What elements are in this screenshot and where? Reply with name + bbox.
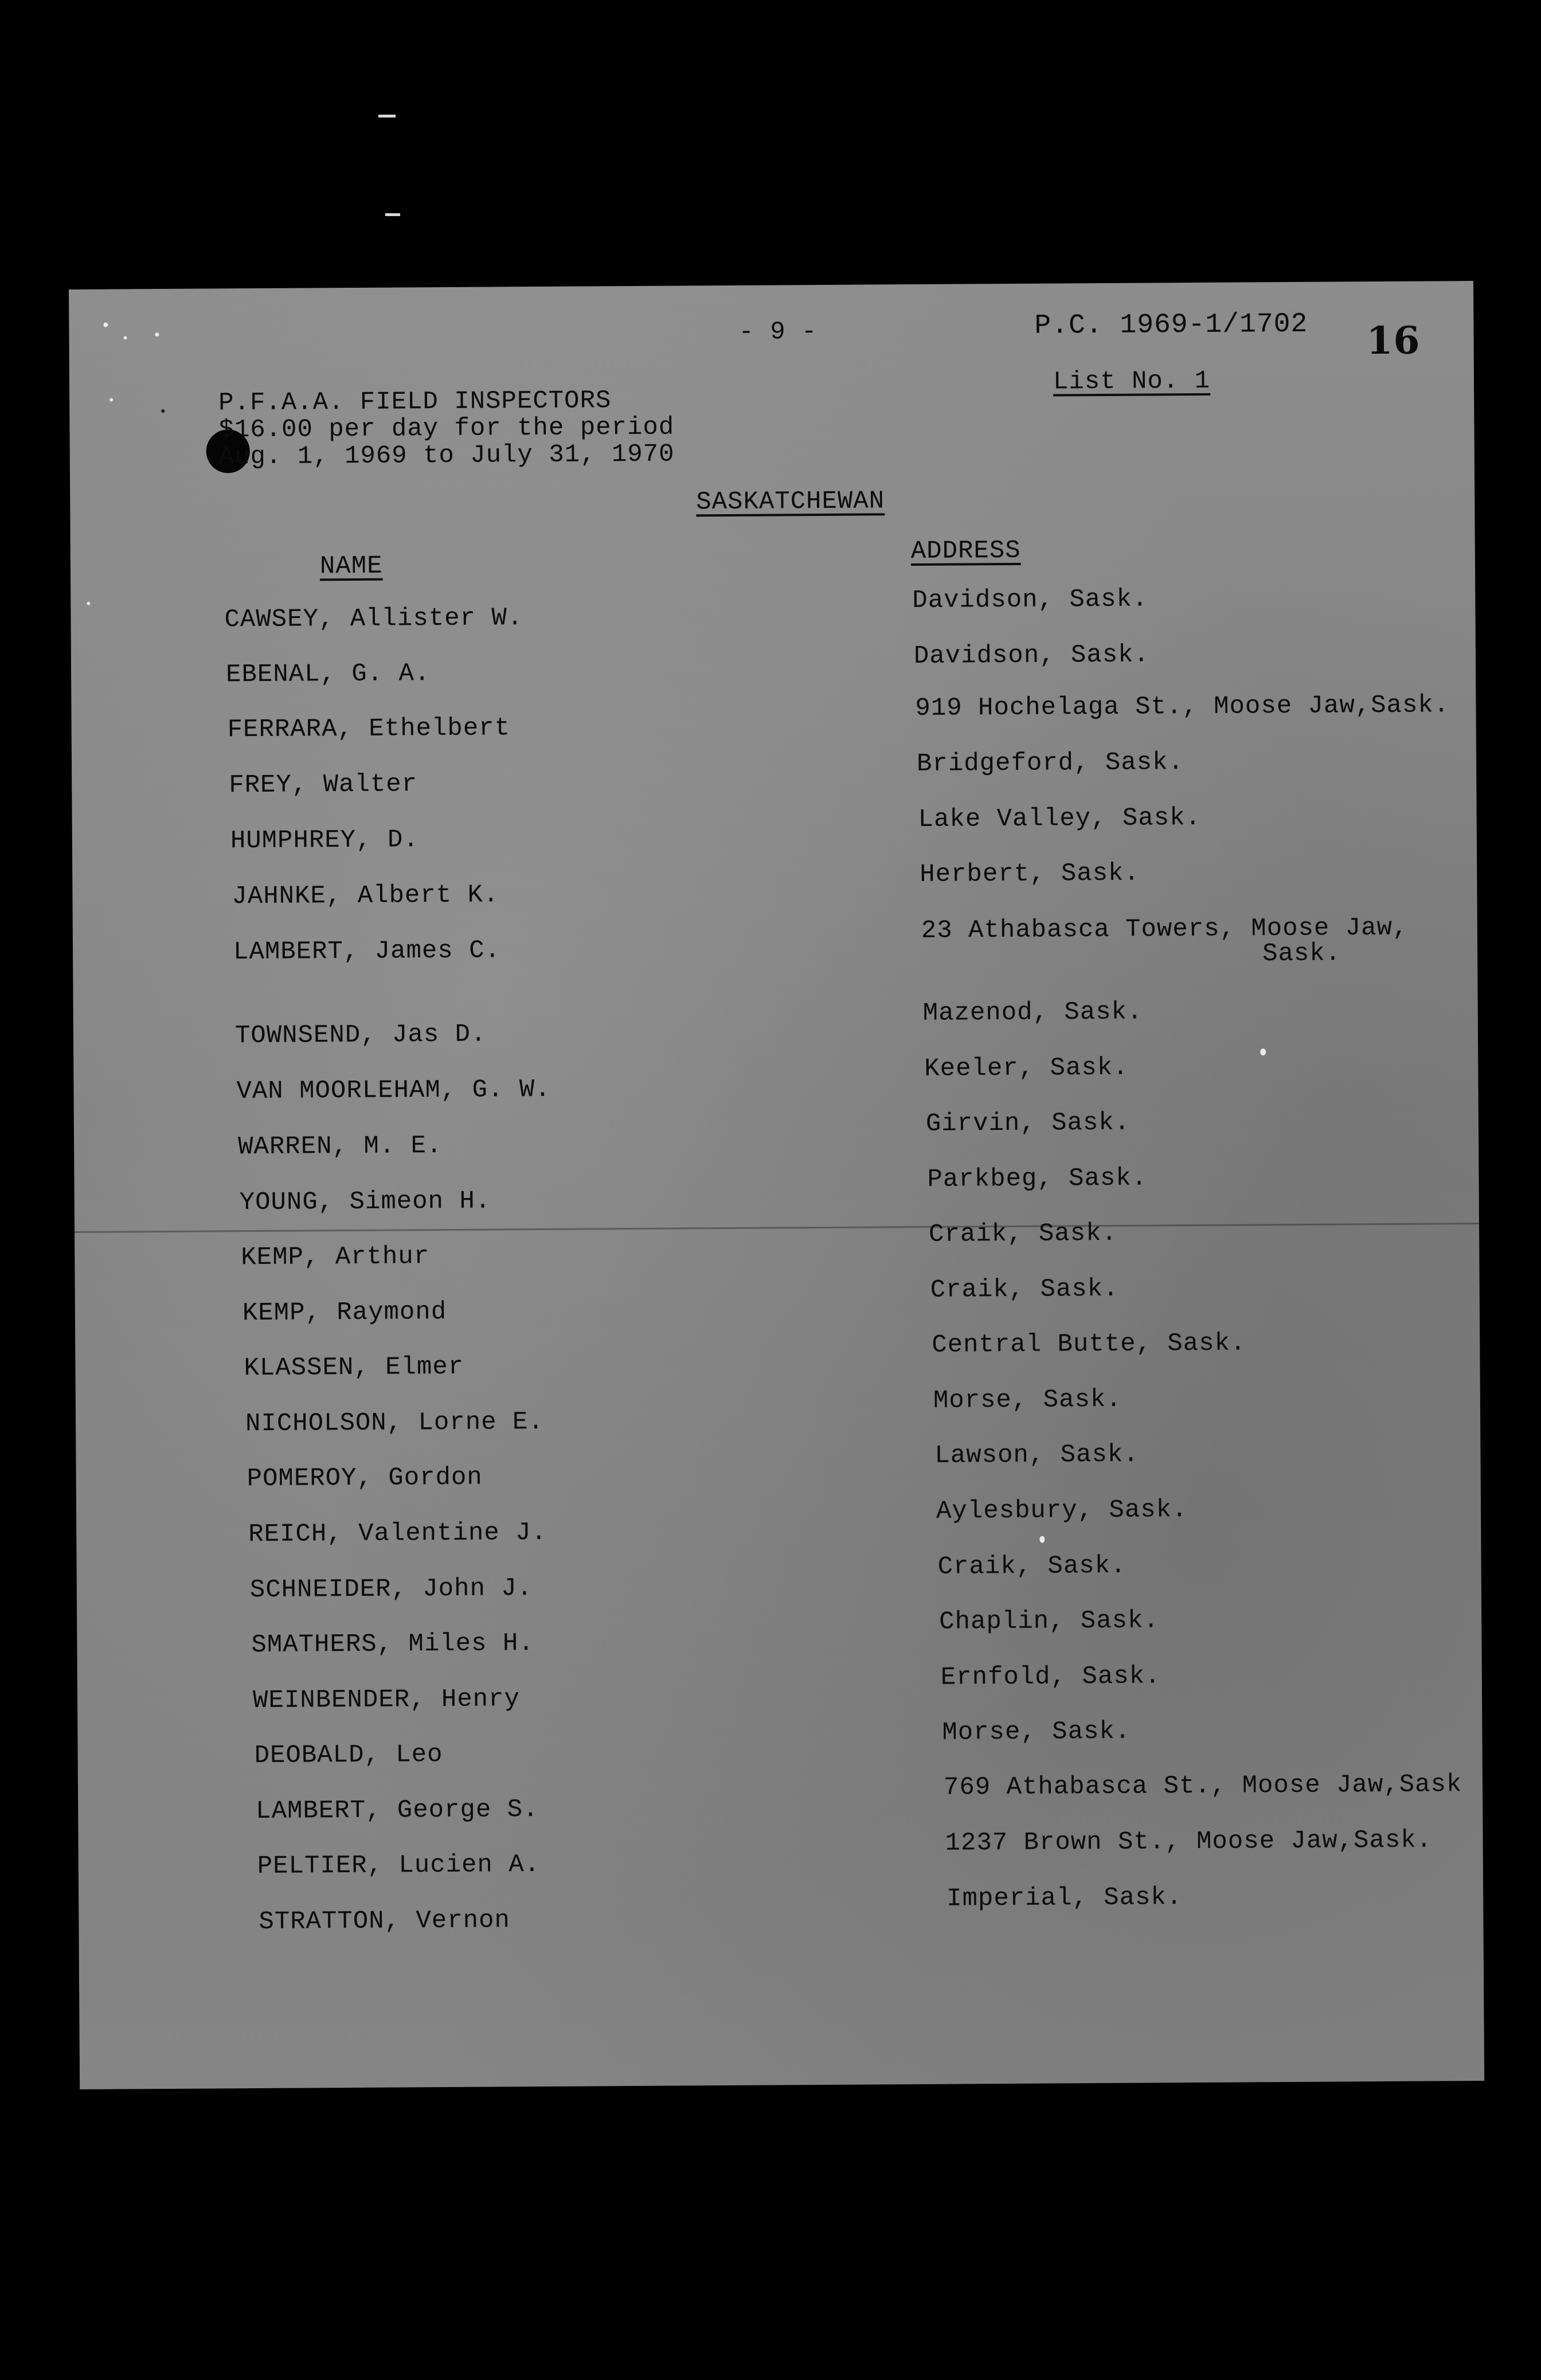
order-number: P.C. 1969-1/1702 <box>1034 308 1308 342</box>
inspector-name: HUMPHREY, D. <box>230 825 419 856</box>
inspector-name: VAN MOORLEHAM, G. W. <box>236 1075 551 1106</box>
page-number-stamp: 16 <box>1366 318 1421 363</box>
inspector-name: POMEROY, Gordon <box>247 1463 483 1494</box>
inspector-address: 1237 Brown St., Moose Jaw,Sask. <box>945 1826 1433 1858</box>
inspector-address: Mazenod, Sask. <box>922 997 1143 1028</box>
inspector-address: Parkbeg, Sask. <box>927 1164 1148 1194</box>
inspector-address: Keeler, Sask. <box>924 1053 1129 1083</box>
list-number: List No. 1 <box>1053 366 1211 397</box>
inspector-name: PELTIER, Lucien A. <box>257 1850 541 1881</box>
inspector-name: WARREN, M. E. <box>237 1132 443 1162</box>
inspector-address: Davidson, Sask. <box>913 640 1150 671</box>
heading-line-1: P.F.A.A. FIELD INSPECTORS <box>218 386 612 418</box>
inspector-address: Ernfold, Sask. <box>940 1662 1161 1692</box>
heading-line-3: Aug. 1, 1969 to July 31, 1970 <box>218 440 675 472</box>
inspector-name: REICH, Valentine J. <box>248 1518 547 1549</box>
inspector-name: CAWSEY, Allister W. <box>224 604 523 635</box>
inspector-address: Chaplin, Sask. <box>939 1606 1160 1637</box>
inspector-name: LAMBERT, James C. <box>233 936 501 967</box>
inspector-address: Lawson, Sask. <box>934 1440 1139 1470</box>
fold-line <box>75 1223 1479 1233</box>
inspector-address: 919 Hochelaga St., Moose Jaw,Sask. <box>915 691 1450 723</box>
inspector-name: YOUNG, Simeon H. <box>239 1187 491 1218</box>
inspector-name: JAHNKE, Albert K. <box>232 880 499 911</box>
inspector-address: 23 Athabasca Towers, Moose Jaw, <box>921 913 1409 945</box>
document-page <box>69 281 1484 2089</box>
inspector-name: WEINBENDER, Henry <box>252 1685 521 1716</box>
inspector-address: Central Butte, Sask. <box>932 1329 1246 1360</box>
speck <box>155 332 159 336</box>
inspector-address: Imperial, Sask. <box>946 1883 1183 1913</box>
inspector-address: 769 Athabasca St., Moose Jaw,Sask <box>943 1770 1462 1802</box>
inspector-name: LAMBERT, George S. <box>256 1795 539 1826</box>
inspector-address: Aylesbury, Sask. <box>936 1496 1188 1526</box>
inspector-address: Morse, Sask. <box>942 1717 1131 1747</box>
column-header-address: ADDRESS <box>910 536 1021 566</box>
inspector-name: KEMP, Raymond <box>242 1298 447 1328</box>
page-number: - 9 - <box>738 318 818 347</box>
inspector-address: Lake Valley, Sask. <box>918 803 1202 834</box>
speck <box>109 398 113 402</box>
film-mark <box>385 213 400 216</box>
inspector-name: FERRARA, Ethelbert <box>227 714 511 745</box>
inspector-address: Craik, Sask. <box>928 1219 1118 1249</box>
inspector-name: NICHOLSON, Lorne E. <box>245 1407 544 1439</box>
inspector-name: TOWNSEND, Jas D. <box>234 1020 487 1051</box>
inspector-address: Girvin, Sask. <box>925 1108 1131 1138</box>
speck <box>103 323 108 327</box>
film-mark <box>378 115 396 118</box>
inspector-name: STRATTON, Vernon <box>259 1906 511 1937</box>
inspector-name: SMATHERS, Miles H. <box>251 1629 534 1660</box>
inspector-address: Morse, Sask. <box>933 1385 1122 1415</box>
speck <box>161 409 165 413</box>
heading-line-2: $16.00 per day for the period <box>218 413 675 445</box>
province-heading: SASKATCHEWAN <box>696 487 885 517</box>
inspector-address: Craik, Sask. <box>930 1274 1119 1305</box>
inspector-address: Herbert, Sask. <box>920 859 1140 889</box>
inspector-name: DEOBALD, Leo <box>254 1740 443 1771</box>
inspector-name: KLASSEN, Elmer <box>244 1352 464 1383</box>
inspector-address-line-2: Sask. <box>1262 939 1341 969</box>
speck <box>87 602 90 605</box>
inspector-name: KEMP, Arthur <box>241 1242 430 1273</box>
inspector-name: EBENAL, G. A. <box>225 659 431 690</box>
inspector-address: Craik, Sask. <box>937 1551 1127 1582</box>
speck <box>1260 1048 1266 1055</box>
inspector-address: Davidson, Sask. <box>912 585 1148 616</box>
inspector-name: FREY, Walter <box>229 770 418 800</box>
speck <box>123 336 127 339</box>
inspector-address: Bridgeford, Sask. <box>916 748 1184 778</box>
column-header-name: NAME <box>319 551 383 581</box>
inspector-name: SCHNEIDER, John J. <box>249 1574 533 1605</box>
speck <box>1039 1536 1045 1543</box>
